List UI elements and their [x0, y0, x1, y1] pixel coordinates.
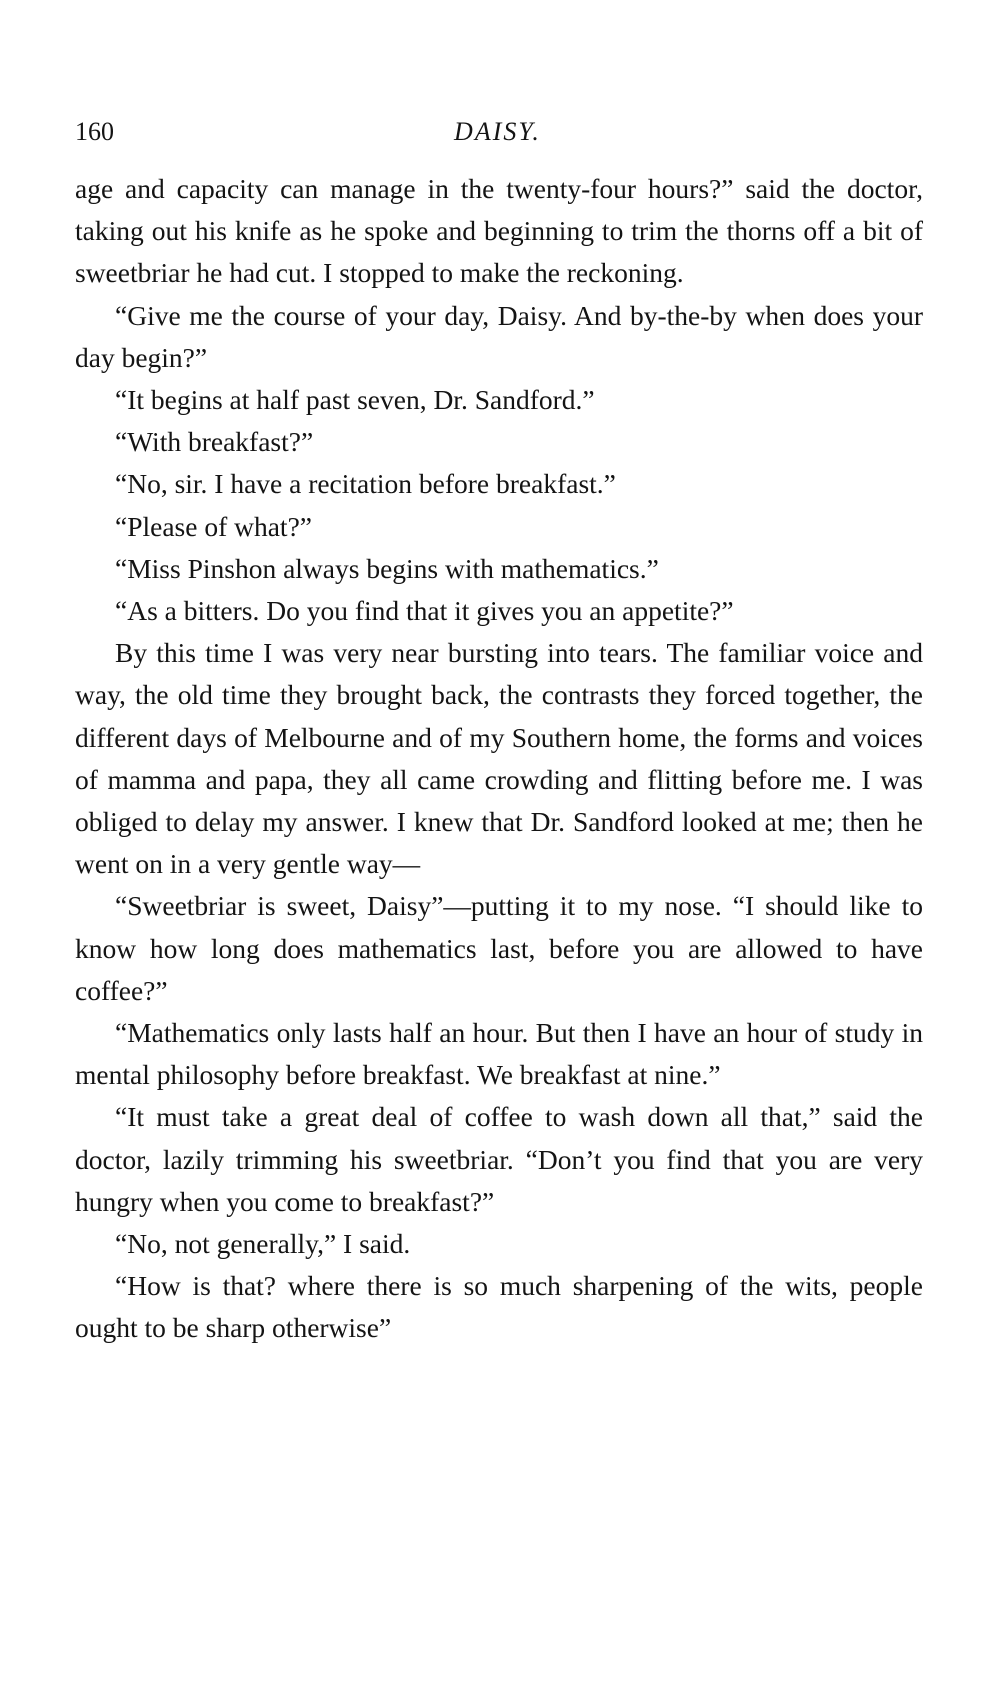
paragraph-dialogue: “It must take a great deal of coffee to wash down all that,” said the doctor, lazily trimming his sweetbriar. “Don’t you find that you are very hungry when you come to breakfast?”	[75, 1101, 923, 1217]
paragraph-dialogue: “How is that? where there is so much sharpening of the wits, people ought to be sharp otherwise”	[75, 1270, 923, 1344]
paragraph-dialogue: “Give me the course of your day, Daisy. And by-the-by when does your day begin?”	[75, 299, 923, 373]
paragraph-continuation: age and capacity can manage in the twenty-four hours?” said the doctor, taking out his knife as he spoke and beginning to trim the thorns off a bit of sweetbriar he had cut. I stopped to make the reckoning.	[75, 173, 923, 289]
paragraph-dialogue: “Please of what?”	[115, 510, 312, 542]
paragraph-dialogue: “As a bitters. Do you find that it gives you an appetite?”	[115, 595, 734, 627]
paragraph-dialogue: “With breakfast?”	[115, 426, 314, 458]
running-title: DAISY.	[454, 117, 541, 146]
paragraph-dialogue: “Mathematics only lasts half an hour. But then I have an hour of study in mental philosophy before breakfast. We breakfast at nine.”	[75, 1017, 923, 1091]
paragraph-narrative: By this time I was very near bursting into tears. The familiar voice and way, the old time they brought back, the contrasts they forced together, the different days of Melbourne and of my Southern home, the forms and voices of mamma and papa, they all came crowding and flitting before me. I was obliged to delay my answer. I knew that Dr. Sandford looked at me; then he went on in a very gentle way—	[75, 637, 923, 880]
paragraph-dialogue: “No, sir. I have a recitation before breakfast.”	[115, 468, 616, 500]
page-number: 160	[75, 117, 114, 146]
paragraph-dialogue: “It begins at half past seven, Dr. Sandford.”	[115, 384, 595, 416]
running-head	[75, 112, 920, 152]
paragraph-dialogue: “Sweetbriar is sweet, Daisy”—putting it to my nose. “I should like to know how long does mathematics last, before you are allowed to have coffee?”	[75, 890, 923, 1006]
body-text	[75, 168, 923, 1350]
paragraph-dialogue: “Miss Pinshon always begins with mathematics.”	[115, 552, 659, 584]
paragraph-dialogue: “No, not generally,” I said.	[115, 1228, 411, 1260]
